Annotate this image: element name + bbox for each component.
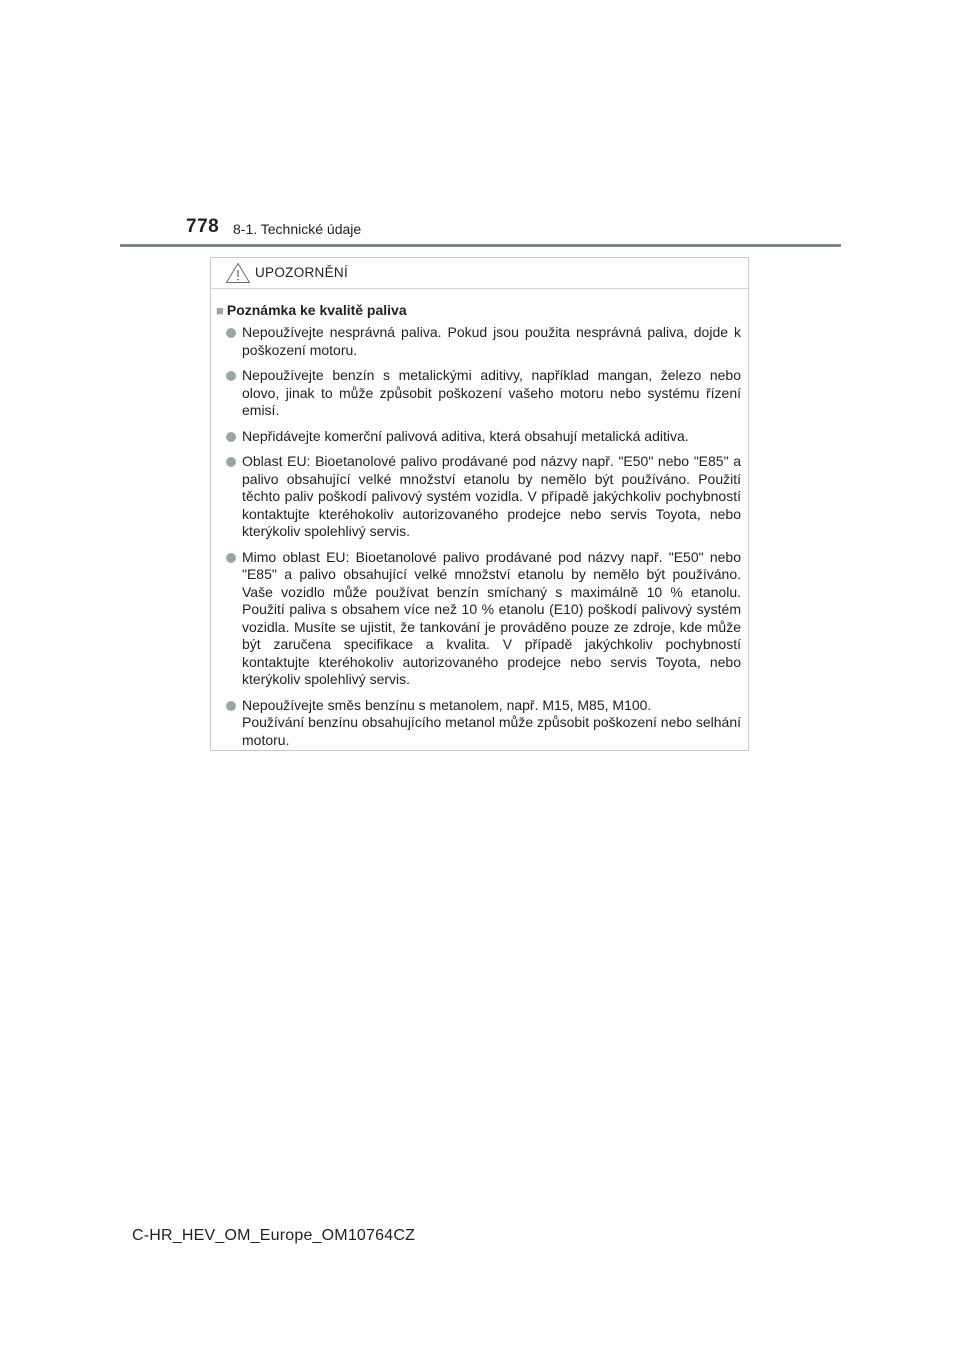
header-rule [120,244,841,247]
section-title: 8-1. Technické údaje [233,221,362,237]
list-item-text: Mimo oblast EU: Bioetanolové palivo prodávané pod názvy např. "E50" nebo "E85" a palivo obsahující velké množství etanolu by nemělo být používáno. Vaše vozidlo může používat benzín smíchaný s maximálně 10 % etanolu. Použití paliva s obsahem více než 10 % etanolu (E10) poškodí palivový systém vozidla. Musíte se ujistit, že tankování je prováděno pouze ze zdroje, kde může být zaručena specifikace a kvalita. V případě jakýchkoliv pochybností kontaktujte kteréhokoliv autorizovaného prodejce nebo servis Toyota, nebo kterýkoliv spolehlivý servis. [242,548,741,687]
bullet-dot-icon [226,328,236,338]
warning-body [211,289,748,749]
list-item-text: Nepoužívejte benzín s metalickými aditivy, například mangan, železo nebo olovo, jinak to může způsobit poškození vašeho motoru nebo systému řízení emisí. [242,367,741,418]
warning-triangle-icon [225,262,251,284]
list-item [216,428,741,446]
list-item [216,697,741,750]
list-item [216,549,741,689]
warning-subheading-text: Poznámka ke kvalitě paliva [226,302,407,318]
list-item [216,453,741,541]
page-number: 778 [186,216,220,237]
bullet-dot-icon [226,553,236,563]
warning-subheading [216,301,741,320]
warning-list [216,324,741,749]
warning-box [210,257,749,751]
bullet-dot-icon [226,371,236,381]
warning-label: UPOZORNĚNÍ [255,265,349,280]
bullet-dot-icon [226,457,236,467]
bullet-dot-icon [226,432,236,442]
list-item-text: Nepoužívejte nesprávná paliva. Pokud jsou použita nesprávná paliva, dojde k poškození motoru. [242,324,741,358]
bullet-dot-icon [226,701,236,711]
list-item [216,367,741,420]
list-item-text: Nepoužívejte směs benzínu s metanolem, např. M15, M85, M100. Používání benzínu obsahujícího metanol může způsobit poškození nebo selhání motoru. [242,696,741,748]
list-item-text: Oblast EU: Bioetanolové palivo prodávané pod názvy např. "E50" nebo "E85" a palivo obsahující velké množství etanolu by nemělo být používáno. Použití těchto paliv poškodí palivový systém vozidla. V případě jakýchkoliv pochybností kontaktujte kteréhokoliv autorizovaného prodejce nebo servis Toyota, nebo kterýkoliv spolehlivý servis. [242,453,741,539]
document-code: C-HR_HEV_OM_Europe_OM10764CZ [132,1227,416,1244]
list-item [216,324,741,359]
square-bullet-icon: ■ [216,303,224,318]
list-item-text: Nepřidávejte komerční palivová aditiva, která obsahují metalická aditiva. [242,427,689,444]
warning-header [211,258,748,289]
